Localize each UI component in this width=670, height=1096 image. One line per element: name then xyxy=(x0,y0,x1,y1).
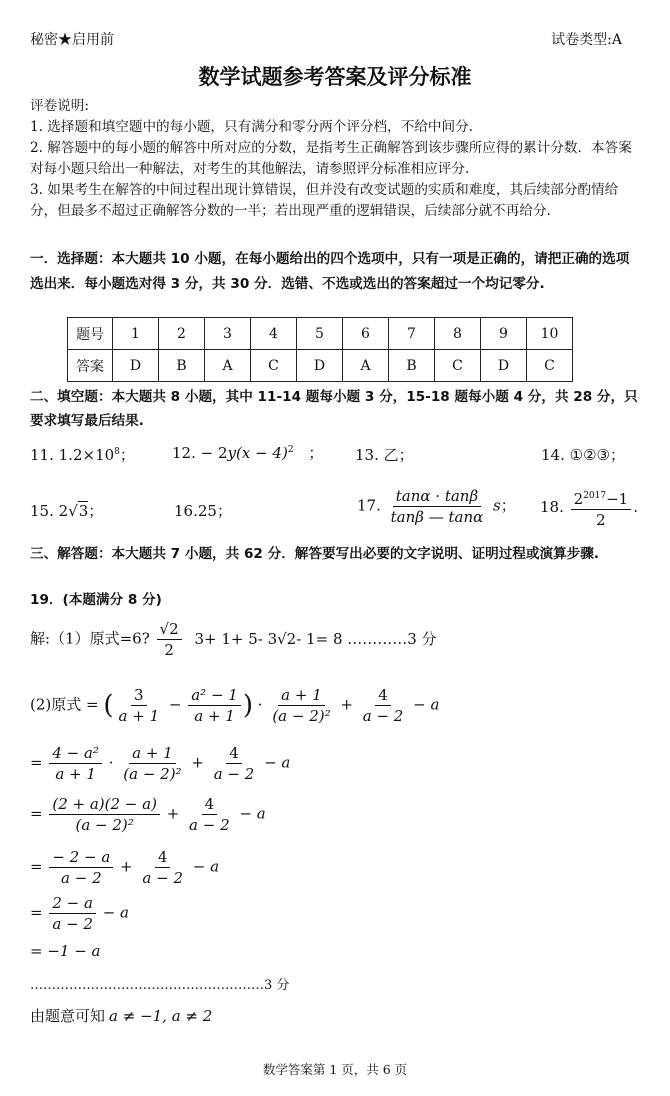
section3-instructions: 三、解答题：本大题共 7 小题，共 62 分．解答要写出必要的文字说明、证明过程或演算步骤. xyxy=(30,546,600,562)
answer-17: 17. $\frac{\tan\alpha \cdot \tan\beta}{\tan\beta — \tan\alpha}$ s； xyxy=(357,487,516,526)
table-cell: 题号 xyxy=(68,318,113,350)
answer-16: 16.25； xyxy=(174,502,232,520)
table-cell: 4 xyxy=(251,318,297,350)
solution-part1: 解:（1）原式=6? $\frac{√2}{2}$ 3+ 1+ 5- 3√2- 1= 8 …………3 分 xyxy=(30,620,437,659)
page-title: 数学试题参考答案及评分标准 xyxy=(198,65,472,89)
table-cell: 2 xyxy=(159,318,205,350)
table-cell: D xyxy=(297,350,343,382)
table-cell: D xyxy=(481,350,527,382)
solution-part2-step6: = −1 − a xyxy=(30,942,101,960)
solution-part2-step1: (2)原式 = ( $\frac{3}{a + 1}$ − $\frac{\text{a² − 1}}{a + 1}$ ) · $\frac{a + 1}{\text{(a − 2)²}}$ + $\frac{4}{a - 2}$ − a xyxy=(30,686,440,725)
table-cell: C xyxy=(251,350,297,382)
page-footer: 数学答案第 1 页，共 6 页 xyxy=(262,1062,408,1077)
table-cell: 1 xyxy=(113,318,159,350)
table-cell: 8 xyxy=(435,318,481,350)
table-cell: 9 xyxy=(481,318,527,350)
answer-15: 15. 2√3； xyxy=(30,502,104,520)
answer-table xyxy=(67,317,573,382)
table-cell: 答案 xyxy=(68,350,113,382)
solution-part2-step5: = $\frac{2 - a}{a - 2}$ − a xyxy=(30,894,129,933)
paper-type-label: 试卷类型:A xyxy=(551,32,622,48)
table-cell: 7 xyxy=(389,318,435,350)
table-row xyxy=(68,318,573,350)
table-cell: A xyxy=(205,350,251,382)
note-3: 3. 如果考生在解答的中间过程出现计算错误，但并没有改变试题的实质和难度，其后续部分酌情给分，但最多不超过正确解答分数的一半；若出现严重的逻辑错误，后续部分就不再给分. xyxy=(30,182,619,219)
question-19-title: 19．(本题满分 8 分) xyxy=(30,592,162,608)
table-cell: B xyxy=(389,350,435,382)
table-cell: B xyxy=(159,350,205,382)
confidential-label: 秘密★启用前 xyxy=(30,32,114,48)
notes-heading: 评卷说明: xyxy=(30,98,89,114)
solution-part2-step3: = $\frac{(2 + a)(2 - a)}{\text{(a − 2)²}}$ + $\frac{4}{a - 2}$ − a xyxy=(30,795,266,834)
answer-12: 12. − $2y(x - 4)^2$ ； xyxy=(172,444,324,462)
answer-11: 11. $1.2\times 10^8$； xyxy=(30,446,135,464)
answer-13: 13. 乙； xyxy=(355,446,414,464)
table-cell: C xyxy=(527,350,573,382)
table-cell: C xyxy=(435,350,481,382)
solution-part2-step2: = $\frac{\text{4 − a²}}{a + 1}$ · $\frac{a + 1}{\text{(a − 2)²}}$ + $\frac{4}{a - 2}$ − a xyxy=(30,744,291,783)
section2-instructions: 二、填空题：本大题共 8 小题，其中 11-14 题每小题 3 分，15-18 题每小题 4 分，共 28 分，只要求填写最后结果. xyxy=(30,389,638,429)
section1-instructions: 一．选择题：本大题共 10 小题，在每小题给出的四个选项中，只有一项是正确的，请把正确的选项选出来．每小题选对得 3 分，共 30 分．选错、不选或选出的答案超过一个均记零分. xyxy=(30,251,630,292)
note-1: 1. 选择题和填空题中的每小题，只有满分和零分两个评分档，不给中间分. xyxy=(30,119,474,135)
answer-14: 14. ①②③； xyxy=(541,446,625,464)
domain-condition: 由题意可知 a ≠ −1, a ≠ 2 xyxy=(30,1007,213,1025)
score-line: ………………………………………………3 分 xyxy=(30,978,290,993)
table-cell: D xyxy=(113,350,159,382)
table-cell: 10 xyxy=(527,318,573,350)
solution-part2-step4: = $\frac{- 2 - a}{a - 2}$ + $\frac{4}{a - 2}$ − a xyxy=(30,848,220,887)
table-cell: 5 xyxy=(297,318,343,350)
table-cell: A xyxy=(343,350,389,382)
table-cell: 6 xyxy=(343,318,389,350)
table-row xyxy=(68,350,573,382)
note-2: 2. 解答题中的每小题的解答中所对应的分数，是指考生正确解答到该步骤所应得的累计分数．本答案对每小题只给出一种解法，对考生的其他解法，请参照评分标准相应评分. xyxy=(30,140,632,177)
answer-18: 18. $\frac{2^{2017}-1}{2}$ . xyxy=(540,486,638,530)
table-cell: 3 xyxy=(205,318,251,350)
